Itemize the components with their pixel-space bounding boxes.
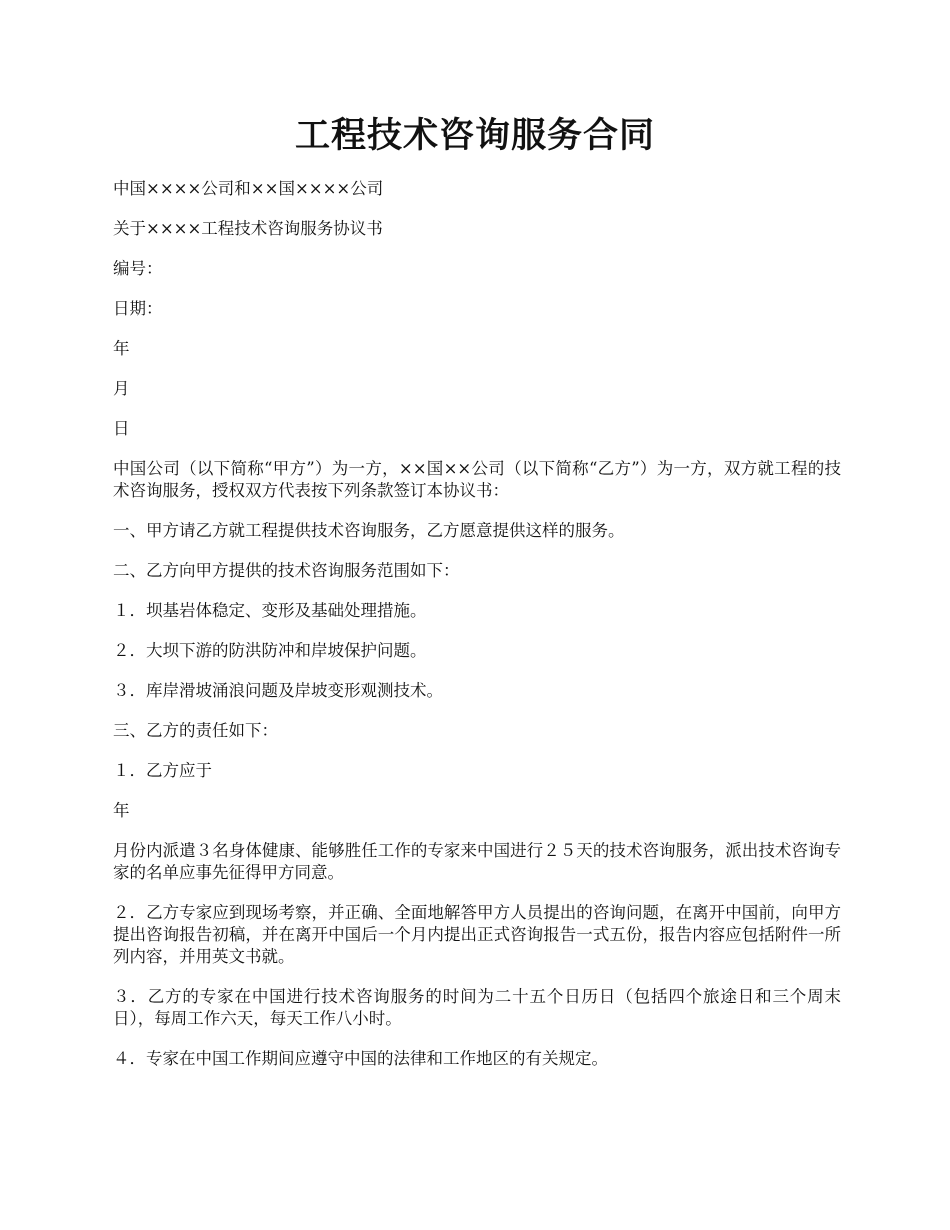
- clause-3-item-1-start: １．乙方应于: [113, 761, 212, 780]
- clause-3-item-4: ４．专家在中国工作期间应遵守中国的法律和工作地区的有关规定。: [113, 1049, 608, 1068]
- document-title: 工程技术咨询服务合同: [294, 115, 655, 156]
- clause-1: 一、甲方请乙方就工程提供技术咨询服务，乙方愿意提供这样的服务。: [113, 521, 625, 540]
- date-field-label: 日期：: [113, 299, 163, 318]
- preamble-paragraph: 中国公司（以下简称“甲方”）为一方，××国××公司（以下简称“乙方”）为一方，双方就工程的技术咨询服务，授权双方代表按下列条款签订本协议书：: [113, 459, 841, 500]
- clause-3-item-1-body: 月份内派遣３名身体健康、能够胜任工作的专家来中国进行２５天的技术咨询服务，派出技术咨询专家的名单应事先征得甲方同意。: [113, 841, 841, 882]
- party-names: 中国××××公司和××国××××公司: [113, 179, 384, 198]
- document-body: [113, 178, 841, 1088]
- clause-3-item-2: ２．乙方专家应到现场考察，并正确、全面地解答甲方人员提出的咨询问题，在离开中国前，向甲方提出咨询报告初稿，并在离开中国后一个月内提出正式咨询报告一式五份，报告内容应包括附件一所列内容，并用英文书就。: [113, 903, 841, 966]
- date-day-label: 日: [113, 419, 130, 438]
- clause-2-item-1: １．坝基岩体稳定、变形及基础处理措施。: [113, 601, 427, 620]
- number-field-label: 编号：: [113, 259, 163, 278]
- date-year-label: 年: [113, 339, 130, 358]
- clause-2-item-3: ３．库岸滑坡涌浪问题及岸坡变形观测技术。: [113, 681, 443, 700]
- clause-3-item-3: ３．乙方的专家在中国进行技术咨询服务的时间为二十五个日历日（包括四个旅途日和三个周末日），每周工作六天，每天工作八小时。: [113, 987, 841, 1028]
- date-month-label: 月: [113, 379, 130, 398]
- agreement-subject: 关于××××工程技术咨询服务协议书: [113, 219, 383, 238]
- clause-2-item-2: ２．大坝下游的防洪防冲和岸坡保护问题。: [113, 641, 427, 660]
- clause-2-heading: 二、乙方向甲方提供的技术咨询服务范围如下：: [113, 561, 460, 580]
- clause-3-heading: 三、乙方的责任如下：: [113, 721, 278, 740]
- clause-3-item-1-year: 年: [113, 801, 130, 820]
